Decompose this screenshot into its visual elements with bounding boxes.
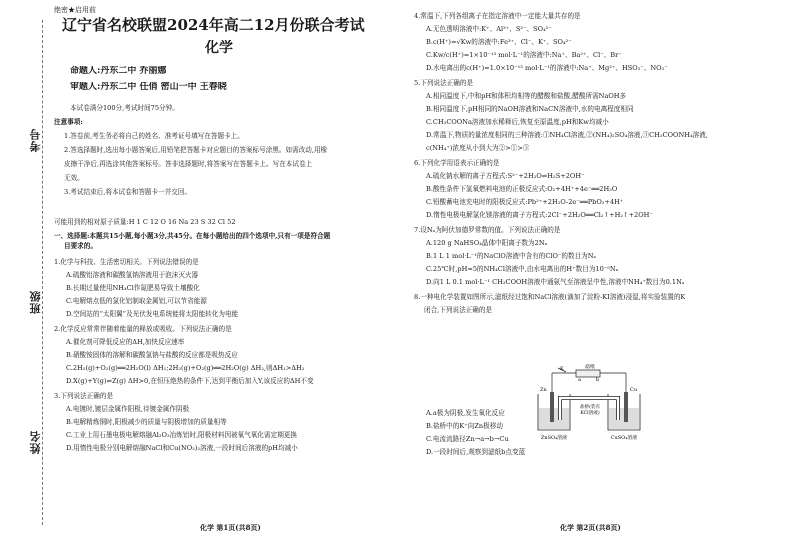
page-footer-right: 化学 第2页(共8页) (560, 524, 621, 532)
k-label: K (560, 366, 564, 372)
notice-item: 3.考试结束后,将本试卷和答题卡一并交回。 (64, 188, 192, 196)
zn-label: Zn (540, 387, 547, 393)
question-stem: 8.一种电化学装置如图所示,滤纸经过饱和NaCl溶液(滴加了淀粉-KI溶液)浸湿,将实验装置的K (414, 293, 686, 301)
cu-electrode (624, 392, 628, 422)
question-option: A.硫化钠水解的离子方程式:S²⁻+2H₂O⇌H₂S+2OH⁻ (426, 172, 585, 180)
notice-item: 皮擦干净后,再选涂其他答案标号。答非选择题时,将答案写在答题卡上。写在本试卷上 (64, 160, 313, 168)
class-label: 班级 (29, 290, 42, 314)
question-option: c(NH₄⁺)浓度从小到大为②>①>③ (426, 144, 530, 152)
question-option: B.c(H⁺)=√Kw的溶液中:Fe³⁺、Cl⁻、K⁺、SO₄²⁻ (426, 38, 572, 46)
question-option: D.用惰性电极分别电解熔融NaCl和Cu(NO₃)₂溶液,一段时间后溶液的pH均减小 (66, 444, 298, 452)
cu-label: Cu (630, 387, 638, 393)
question-option: D.向1 L 0.1 mol·L⁻¹ CH₃COOH溶液中通氨气至溶液呈中性,溶液中NH₄⁺数目为0.1Nₐ (426, 278, 685, 286)
a-label: a (578, 377, 581, 383)
filter-paper (576, 370, 600, 377)
question-option: D.水电离出的c(H⁺)=1.0×10⁻¹³ mol·L⁻¹的溶液中:Na⁺、Mg²⁺、HSO₃⁻、NO₃⁻ (426, 64, 668, 72)
question-option: A.硫酸铝溶液和碳酸氢钠溶液用于泡沫灭火器 (66, 271, 199, 279)
question-option: B.电解精炼铜时,阳极减少的质量与阴极增加的质量相等 (66, 418, 227, 426)
question-stem: 4.常温下,下列各组离子在指定溶液中一定能大量共存的是 (414, 12, 581, 20)
notice-item: 无效。 (64, 174, 84, 182)
question-stem: 2.化学反应常常伴随着能量的释放或吸收。下列说法正确的是 (54, 325, 232, 333)
question-stem: 6.下列化学用语表示正确的是 (414, 159, 500, 167)
znso4-label: ZnSO₄溶液 (540, 435, 568, 441)
question-option: D.常温下,物质的量浓度相同的三种溶液:①NH₄Cl溶液,②(NH₄)₂SO₄溶液,③CH₃COONH₄溶液, (426, 131, 708, 139)
question-option: A.a极为阴极,发生氧化反应 (426, 409, 505, 417)
question-option: A.无色透明溶液中:K⁺、Al³⁺、S²⁻、SO₄²⁻ (426, 25, 552, 33)
binding-margin (0, 0, 50, 539)
question-option: A.相同温度下,中和pH和体积均相等的醋酸和盐酸,醋酸所需NaOH多 (426, 92, 627, 100)
notice-title: 注意事项: (54, 118, 83, 126)
question-option: C.CH₃COONa溶液加水稀释后,恢复至原温度,pH和Kw均减小 (426, 118, 609, 126)
cuso4-label: CuSO₄溶液 (610, 435, 638, 441)
question-option: C.25℃时,pH=5的NH₄Cl溶液中,由水电离出的H⁺数目为10⁻⁵Nₐ (426, 265, 619, 273)
page-footer-left: 化学 第1页(共8页) (200, 524, 261, 532)
question-option: B.硝酸铵固体的溶解和碳酸氢钠与盐酸的反应都是吸热反应 (66, 351, 238, 359)
question-option: A.120 g NaHSO₄晶体中阳离子数为2Nₐ (426, 239, 548, 247)
question-option: B.酸性条件下氢氧燃料电池的正极反应式:O₂+4H⁺+4e⁻══2H₂O (426, 185, 618, 193)
score-time: 本试卷满分100分,考试时间75分钟。 (70, 104, 179, 112)
section-heading-cont: 目要求的。 (64, 242, 97, 250)
question-stem: 1.化学与科技、生活密切相关。下列说法错误的是 (54, 258, 199, 266)
atomic-mass: 可能用到的相对原子质量:H 1 C 12 O 16 Na 23 S 32 Cl 52 (54, 218, 236, 226)
name-label: 姓名 (29, 430, 42, 454)
question-option: B.长期过量使用NH₄Cl作氮肥易导致土壤酸化 (66, 284, 200, 292)
question-stem: 3.下列说法正确的是 (54, 392, 114, 400)
secret-mark: 绝密★启用前 (54, 6, 96, 14)
question-option: A.电镀时,镀层金属作阳极,待镀金属作阴极 (66, 405, 190, 413)
question-option: B.盐桥中的K⁺向Zn极移动 (426, 422, 503, 430)
setters: 命题人:丹东二中 乔丽娜 (70, 66, 167, 76)
question-stem: 7.设Nₐ为阿伏加德罗常数的值。下列说法正确的是 (414, 226, 561, 234)
question-option: A.催化剂可降低反应的ΔH,加快反应速率 (66, 338, 185, 346)
exam-title: 辽宁省名校联盟2024年高二12月份联合考试 (62, 16, 365, 34)
salt-bridge-label-2: KCl溶液) (580, 411, 600, 416)
subject-title: 化学 (205, 40, 233, 56)
b-label: b (596, 377, 600, 383)
question-option: C.工业上用石墨电极电解熔融Al₂O₃冶炼铝时,阳极材料因被氧气氧化需定期更换 (66, 431, 297, 439)
question-option: C.铅酸蓄电池充电时的阳极反应式:Pb²⁺+2H₂O-2e⁻══PbO₂+4H⁺ (426, 198, 624, 206)
question-option: D.X(g)+Y(g)⇌Z(g) ΔH>0,在恒压绝热的条件下,达到平衡后加入Y,该反应的ΔH不变 (66, 377, 314, 385)
filter-paper-label: 滤纸 (584, 364, 596, 370)
question-option: C.2H₂(g)+O₂(g)══2H₂O(l) ΔH₁;2H₂(g)+O₂(g)══2H₂O(g) ΔH₂,则ΔH₁>ΔH₂ (66, 364, 305, 372)
cut-line (42, 20, 43, 525)
electrochem-diagram (530, 364, 650, 444)
right-column (410, 0, 788, 539)
reviewers: 审题人:丹东二中 任俏 密山一中 王春晓 (70, 82, 227, 92)
question-option: B.1 L 1 mol·L⁻¹的NaClO溶液中含有的ClO⁻的数目为Nₐ (426, 252, 597, 260)
left-column (50, 0, 395, 539)
zn-electrode (550, 392, 554, 422)
question-option: D.一段时间后,观察到滤纸b点变蓝 (426, 448, 526, 456)
exam-number-label: 考号 (29, 128, 42, 152)
question-option: C.电流流路径Zn→a→b→Cu (426, 435, 509, 443)
salt-bridge-label: 盐桥(装有 (579, 405, 601, 410)
section-heading: 一、选择题:本题共15小题,每小题3分,共45分。在每小题给出的四个选项中,只有一项是符合题 (54, 232, 331, 240)
question-option: C.Kw/c(H⁺)=1×10⁻¹³ mol·L⁻¹的溶液中:Na⁺、Ba²⁺、Cl⁻、Br⁻ (426, 51, 622, 59)
question-option: D.空间站的“太阳翼”及光伏发电系统能将太阳能转化为电能 (66, 310, 239, 318)
question-option: B.相同温度下,pH相同的NaOH溶液和NaCN溶液中,水的电离程度相同 (426, 105, 634, 113)
notice-item: 1.答卷前,考生务必将自己的姓名、准考证号填写在答题卡上。 (64, 132, 244, 140)
question-stem: 5.下列说法正确的是 (414, 79, 474, 87)
question-option: D.惰性电极电解氯化镁溶液的离子方程式:2Cl⁻+2H₂O══Cl₂↑+H₂↑+2OH⁻ (426, 211, 653, 219)
question-stem-cont: 闭合,下列说法正确的是 (424, 306, 493, 314)
question-option: C.电解熔点低的氯化铝制取金属铝,可以节省能源 (66, 297, 207, 305)
notice-item: 2.答选择题时,选出每小题答案后,用铅笔把答题卡对应题目的答案标号涂黑。如需改动,用橡 (64, 146, 328, 154)
